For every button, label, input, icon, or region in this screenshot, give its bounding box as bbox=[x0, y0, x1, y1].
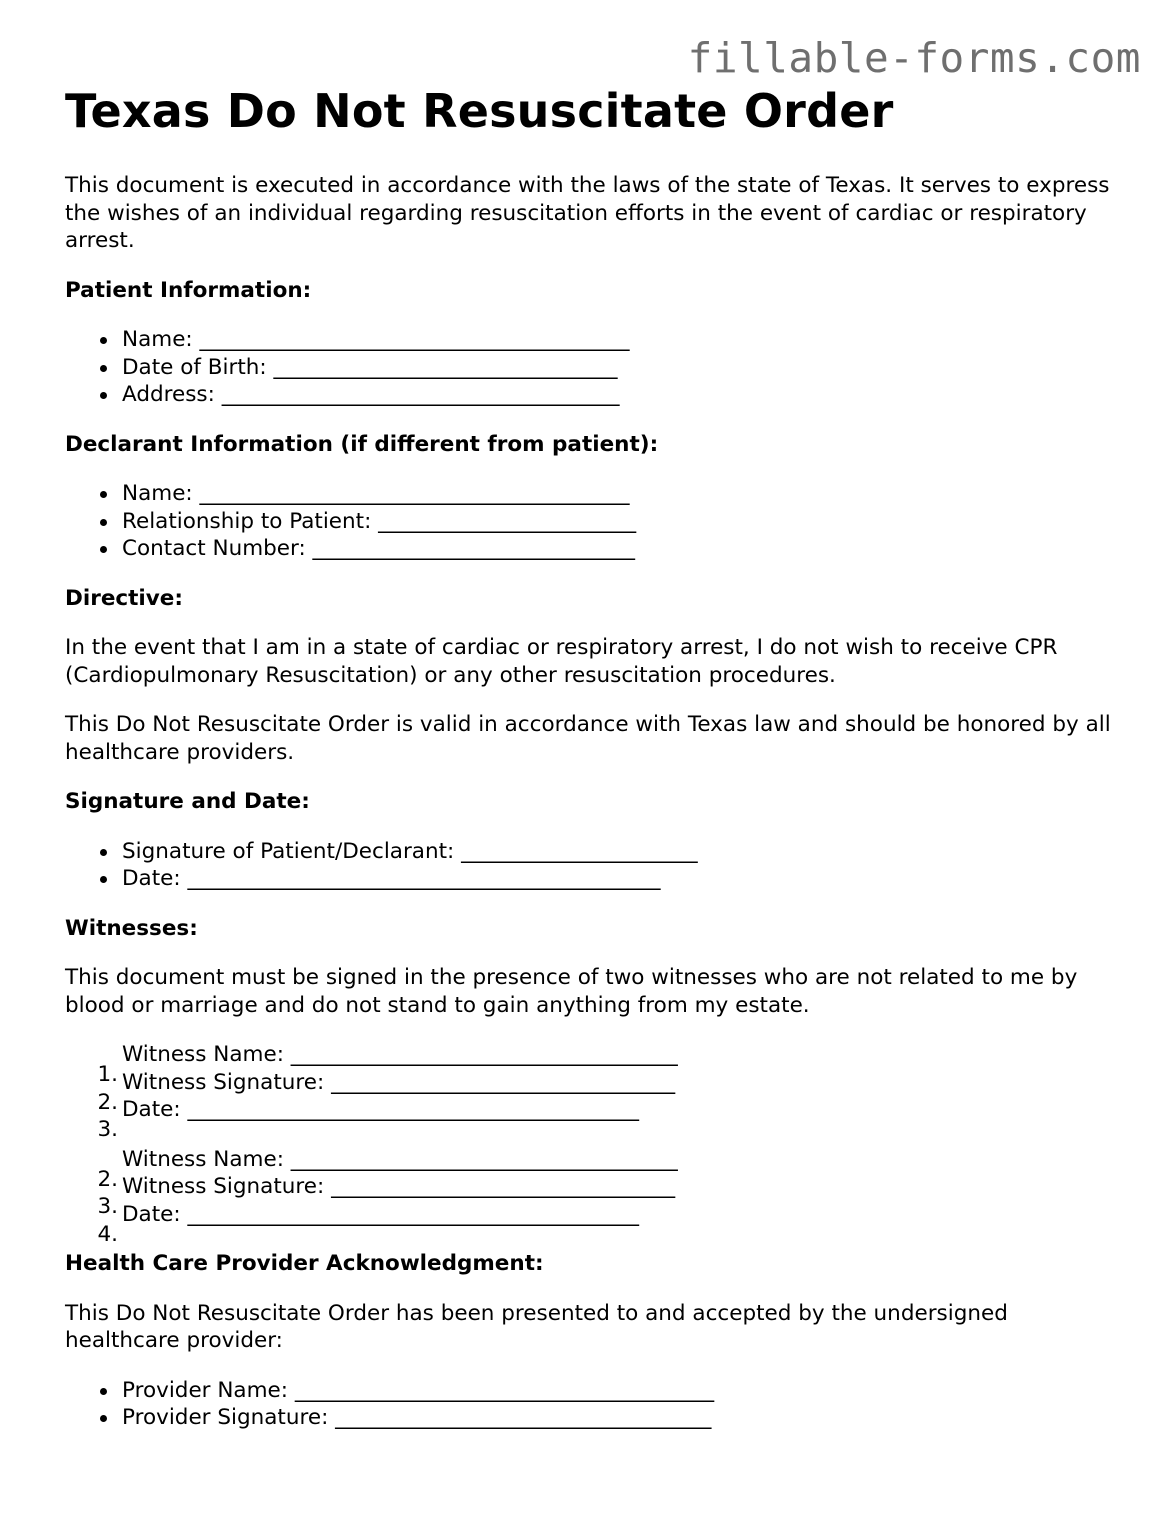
witnesses-paragraph: This document must be signed in the presence of two witnesses who are not related to me by blood or marriage and do not stand to gain anything from my estate. bbox=[65, 965, 1078, 1018]
directive-paragraph: In the event that I am in a state of cardiac or respiratory arrest, I do not wish to receive CPR (Cardiopulmonary Resuscitation) or any other resuscitation procedures. bbox=[65, 635, 1058, 688]
provider-name-field[interactable]: Provider Name: _______________________________________ bbox=[122, 1377, 1125, 1405]
intro-paragraph: This document is executed in accordance with the laws of the state of Texas. It serves to express the wishes of an individual regarding resuscitation efforts in the event of cardiac or respiratory arrest. bbox=[65, 173, 1110, 253]
signature-heading: Signature and Date: bbox=[65, 789, 310, 814]
patient-fields bbox=[65, 326, 1125, 409]
directive-heading: Directive: bbox=[65, 585, 183, 611]
patient-name-field[interactable]: Name: ________________________________________ bbox=[122, 326, 1125, 354]
field-label: Date: __________________________________________ bbox=[122, 1097, 639, 1122]
signature-date-field[interactable]: Date: ____________________________________________ bbox=[122, 865, 1125, 893]
page-title: Texas Do Not Resuscitate Order bbox=[65, 84, 894, 138]
list-number: 3. bbox=[97, 1117, 118, 1142]
list-number: 3. bbox=[97, 1194, 118, 1219]
patient-heading: Patient Information: bbox=[65, 277, 312, 303]
witness-one-date-field[interactable] bbox=[97, 1096, 1125, 1142]
declarant-signature-field[interactable]: Signature of Patient/Declarant: ______________________ bbox=[122, 838, 1125, 866]
list-number: 2. bbox=[97, 1166, 118, 1192]
site-watermark: fillable-forms.com bbox=[687, 34, 1141, 82]
validity-paragraph: This Do Not Resuscitate Order is valid in accordance with Texas law and should be honored by all healthcare providers. bbox=[65, 712, 1111, 765]
witness-two-date-field[interactable] bbox=[97, 1201, 1125, 1247]
list-number: 1. bbox=[97, 1062, 118, 1087]
declarant-contact-field[interactable]: Contact Number: ______________________________ bbox=[122, 535, 1125, 563]
provider-fields bbox=[65, 1377, 1125, 1432]
field-label: Witness Name: ____________________________________ bbox=[122, 1042, 678, 1067]
list-number: 2. bbox=[97, 1089, 118, 1115]
field-label: Witness Name: ____________________________________ bbox=[122, 1146, 678, 1172]
provider-heading: Health Care Provider Acknowledgment: bbox=[65, 1251, 544, 1276]
list-number: 4. bbox=[97, 1221, 118, 1247]
field-label: Date: __________________________________________ bbox=[122, 1201, 639, 1227]
witnesses-heading: Witnesses: bbox=[65, 915, 198, 941]
provider-paragraph: This Do Not Resuscitate Order has been presented to and accepted by the undersigned healthcare provider: bbox=[65, 1300, 1008, 1353]
signature-fields bbox=[65, 838, 1125, 893]
declarant-relationship-field[interactable]: Relationship to Patient: ________________________ bbox=[122, 508, 1125, 536]
patient-dob-field[interactable]: Date of Birth: ________________________________ bbox=[122, 354, 1125, 382]
declarant-heading: Declarant Information (if different from patient): bbox=[65, 431, 659, 457]
document-page bbox=[65, 86, 1125, 1432]
witness-two-list bbox=[65, 1146, 1125, 1247]
declarant-fields bbox=[65, 480, 1125, 563]
patient-address-field[interactable]: Address: _____________________________________ bbox=[122, 381, 1125, 409]
declarant-name-field[interactable]: Name: ________________________________________ bbox=[122, 480, 1125, 508]
witness-one-list bbox=[65, 1041, 1125, 1142]
field-label: Witness Signature: ________________________________ bbox=[122, 1069, 676, 1095]
provider-signature-field[interactable]: Provider Signature: ___________________________________ bbox=[122, 1404, 1125, 1432]
field-label: Witness Signature: ________________________________ bbox=[122, 1174, 676, 1199]
